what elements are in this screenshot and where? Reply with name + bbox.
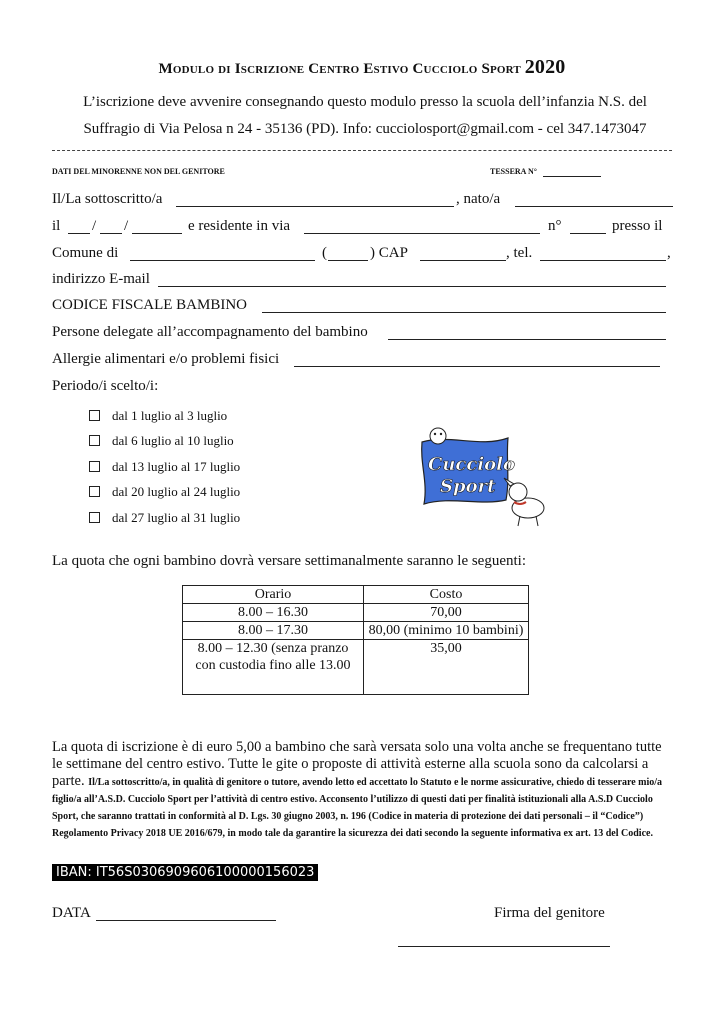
period-option-5: dal 27 luglio al 31 luglio — [112, 510, 241, 525]
period-option-1: dal 1 luglio al 3 luglio — [112, 408, 228, 423]
fees-header-schedule: Orario — [183, 586, 364, 604]
birthplace-field[interactable] — [515, 206, 673, 207]
undersigned-name-field[interactable] — [176, 206, 454, 207]
logo-graphic — [410, 420, 550, 530]
signature-field[interactable] — [398, 946, 610, 947]
fees-cost-cell: 80,00 (minimo 10 bambini) — [364, 622, 529, 640]
fiscal-code-label: CODICE FISCALE BAMBINO — [52, 297, 248, 313]
table-row — [183, 622, 529, 640]
email-label: indirizzo E-mail — [52, 271, 150, 287]
intro-line-2: Suffragio di Via Pelosa n 24 - 35136 (PD). Info: cucciolosport@gmail.com - cel 347.1473047 — [83, 121, 647, 137]
municipality-label: Comune di — [52, 245, 119, 261]
fiscal-code-field[interactable] — [262, 312, 666, 313]
birth-year-field[interactable] — [132, 233, 182, 234]
phone-comma: , — [667, 245, 671, 261]
period-option-3: dal 13 luglio al 17 luglio — [112, 459, 241, 474]
period-label: Periodo/i scelto/i: — [52, 378, 159, 394]
table-row — [183, 640, 529, 695]
registration-fee-note: La quota di iscrizione è di euro 5,00 a bambino che sarà versata solo una volta anche se frequentano tutte le settimane del centro estivo. Tutte le gite o proposte di attività esterne alla scuola sono da calcolarsi a parte. — [52, 739, 662, 789]
birth-month-field[interactable] — [100, 233, 122, 234]
residence-label: e residente in via — [188, 218, 291, 234]
municipality-field[interactable] — [130, 260, 315, 261]
email-field[interactable] — [158, 286, 666, 287]
signature-label: Firma del genitore — [494, 905, 605, 921]
minor-data-label: DATI DEL MINORENNE NON DEL GENITORE — [52, 167, 225, 176]
intro-line-1: L’iscrizione deve avvenire consegnando questo modulo presso la scuola dell’infanzia N.S. del — [83, 94, 647, 110]
street-number-field[interactable] — [570, 233, 606, 234]
birth-day-field[interactable] — [68, 233, 90, 234]
date-label: DATA — [52, 905, 91, 921]
date-separator-2: / — [124, 218, 129, 234]
date-separator-1: / — [92, 218, 97, 234]
form-title-text: Modulo di Iscrizione Centro Estivo Cucciolo Sport — [158, 61, 521, 77]
province-field[interactable] — [328, 260, 368, 261]
fees-header-cost: Costo — [364, 586, 529, 604]
fees-cost-cell: 35,00 — [364, 640, 529, 695]
phone-label: , tel. — [506, 245, 533, 261]
card-number-label: TESSERA N° — [490, 167, 537, 176]
born-label: , nato/a — [456, 191, 501, 207]
date-field[interactable] — [96, 920, 276, 921]
allergies-label: Allergie alimentari e/o problemi fisici — [52, 351, 280, 367]
street-number-label: n° — [548, 218, 562, 234]
at-label: presso il — [612, 218, 663, 234]
form-year: 2020 — [524, 56, 566, 78]
fees-table — [182, 585, 529, 695]
card-number-field[interactable] — [543, 176, 601, 177]
period-checkbox-5[interactable] — [89, 512, 100, 523]
table-row — [183, 604, 529, 622]
undersigned-label: Il/La sottoscritto/a — [52, 191, 163, 207]
postcode-field[interactable] — [420, 260, 506, 261]
period-checkbox-3[interactable] — [89, 461, 100, 472]
fees-schedule-cell: 8.00 – 16.30 — [183, 604, 364, 622]
period-option-2: dal 6 luglio al 10 luglio — [112, 433, 234, 448]
phone-field[interactable] — [540, 260, 666, 261]
separator-line — [52, 150, 672, 151]
logo-text-1: Cucciolo — [428, 454, 516, 475]
consent-text: Il/La sottoscritto/a, in qualità di genitore o tutore, avendo letto ed accettato lo Statuto e le norme assicurative, chiedo di tesserare mio/a figlio/a all’A.S.D. Cucciolo Sport per l’attività di centro estivo. Acconsento l’utilizzo di questi dati per finalità istituzionali alla A.S.D Cucciolo Sport, che saranno trattati in conformità al D. Lgs. 30 giugno 2003, n. 196 (Codice in materia di protezione dei dati personali – il “Codice”) Regolamento Privacy 2018 UE 2016/679, in modo tale da garantire la sicurezza dei dati secondo la seguente informativa ex art. 13 del Codice. — [52, 777, 663, 839]
street-field[interactable] — [304, 233, 540, 234]
period-checkbox-4[interactable] — [89, 486, 100, 497]
delegates-label: Persone delegate all’accompagnamento del bambino — [52, 324, 368, 340]
fees-cost-cell: 70,00 — [364, 604, 529, 622]
iban-label: IBAN: IT56S0306909606100000156023 — [52, 864, 318, 881]
delegates-field[interactable] — [388, 339, 666, 340]
fees-schedule-cell: 8.00 – 12.30 (senza pranzo con custodia fino alle 13.00 — [183, 640, 364, 695]
period-option-4: dal 20 luglio al 24 luglio — [112, 484, 241, 499]
fees-schedule-cell: 8.00 – 17.30 — [183, 622, 364, 640]
cucciolo-sport-logo — [410, 420, 550, 530]
period-checkbox-2[interactable] — [89, 435, 100, 446]
form-title — [0, 56, 724, 79]
province-open: ( — [322, 245, 327, 261]
fees-intro: La quota che ogni bambino dovrà versare settimanalmente saranno le seguenti: — [52, 553, 527, 569]
fees-header-row — [183, 586, 529, 604]
allergies-field[interactable] — [294, 366, 660, 367]
date-prefix-label: il — [52, 218, 61, 234]
postcode-label: ) CAP — [370, 245, 408, 261]
period-checkbox-1[interactable] — [89, 410, 100, 421]
notes-block — [52, 739, 672, 841]
logo-text-2: Sport — [440, 476, 496, 497]
